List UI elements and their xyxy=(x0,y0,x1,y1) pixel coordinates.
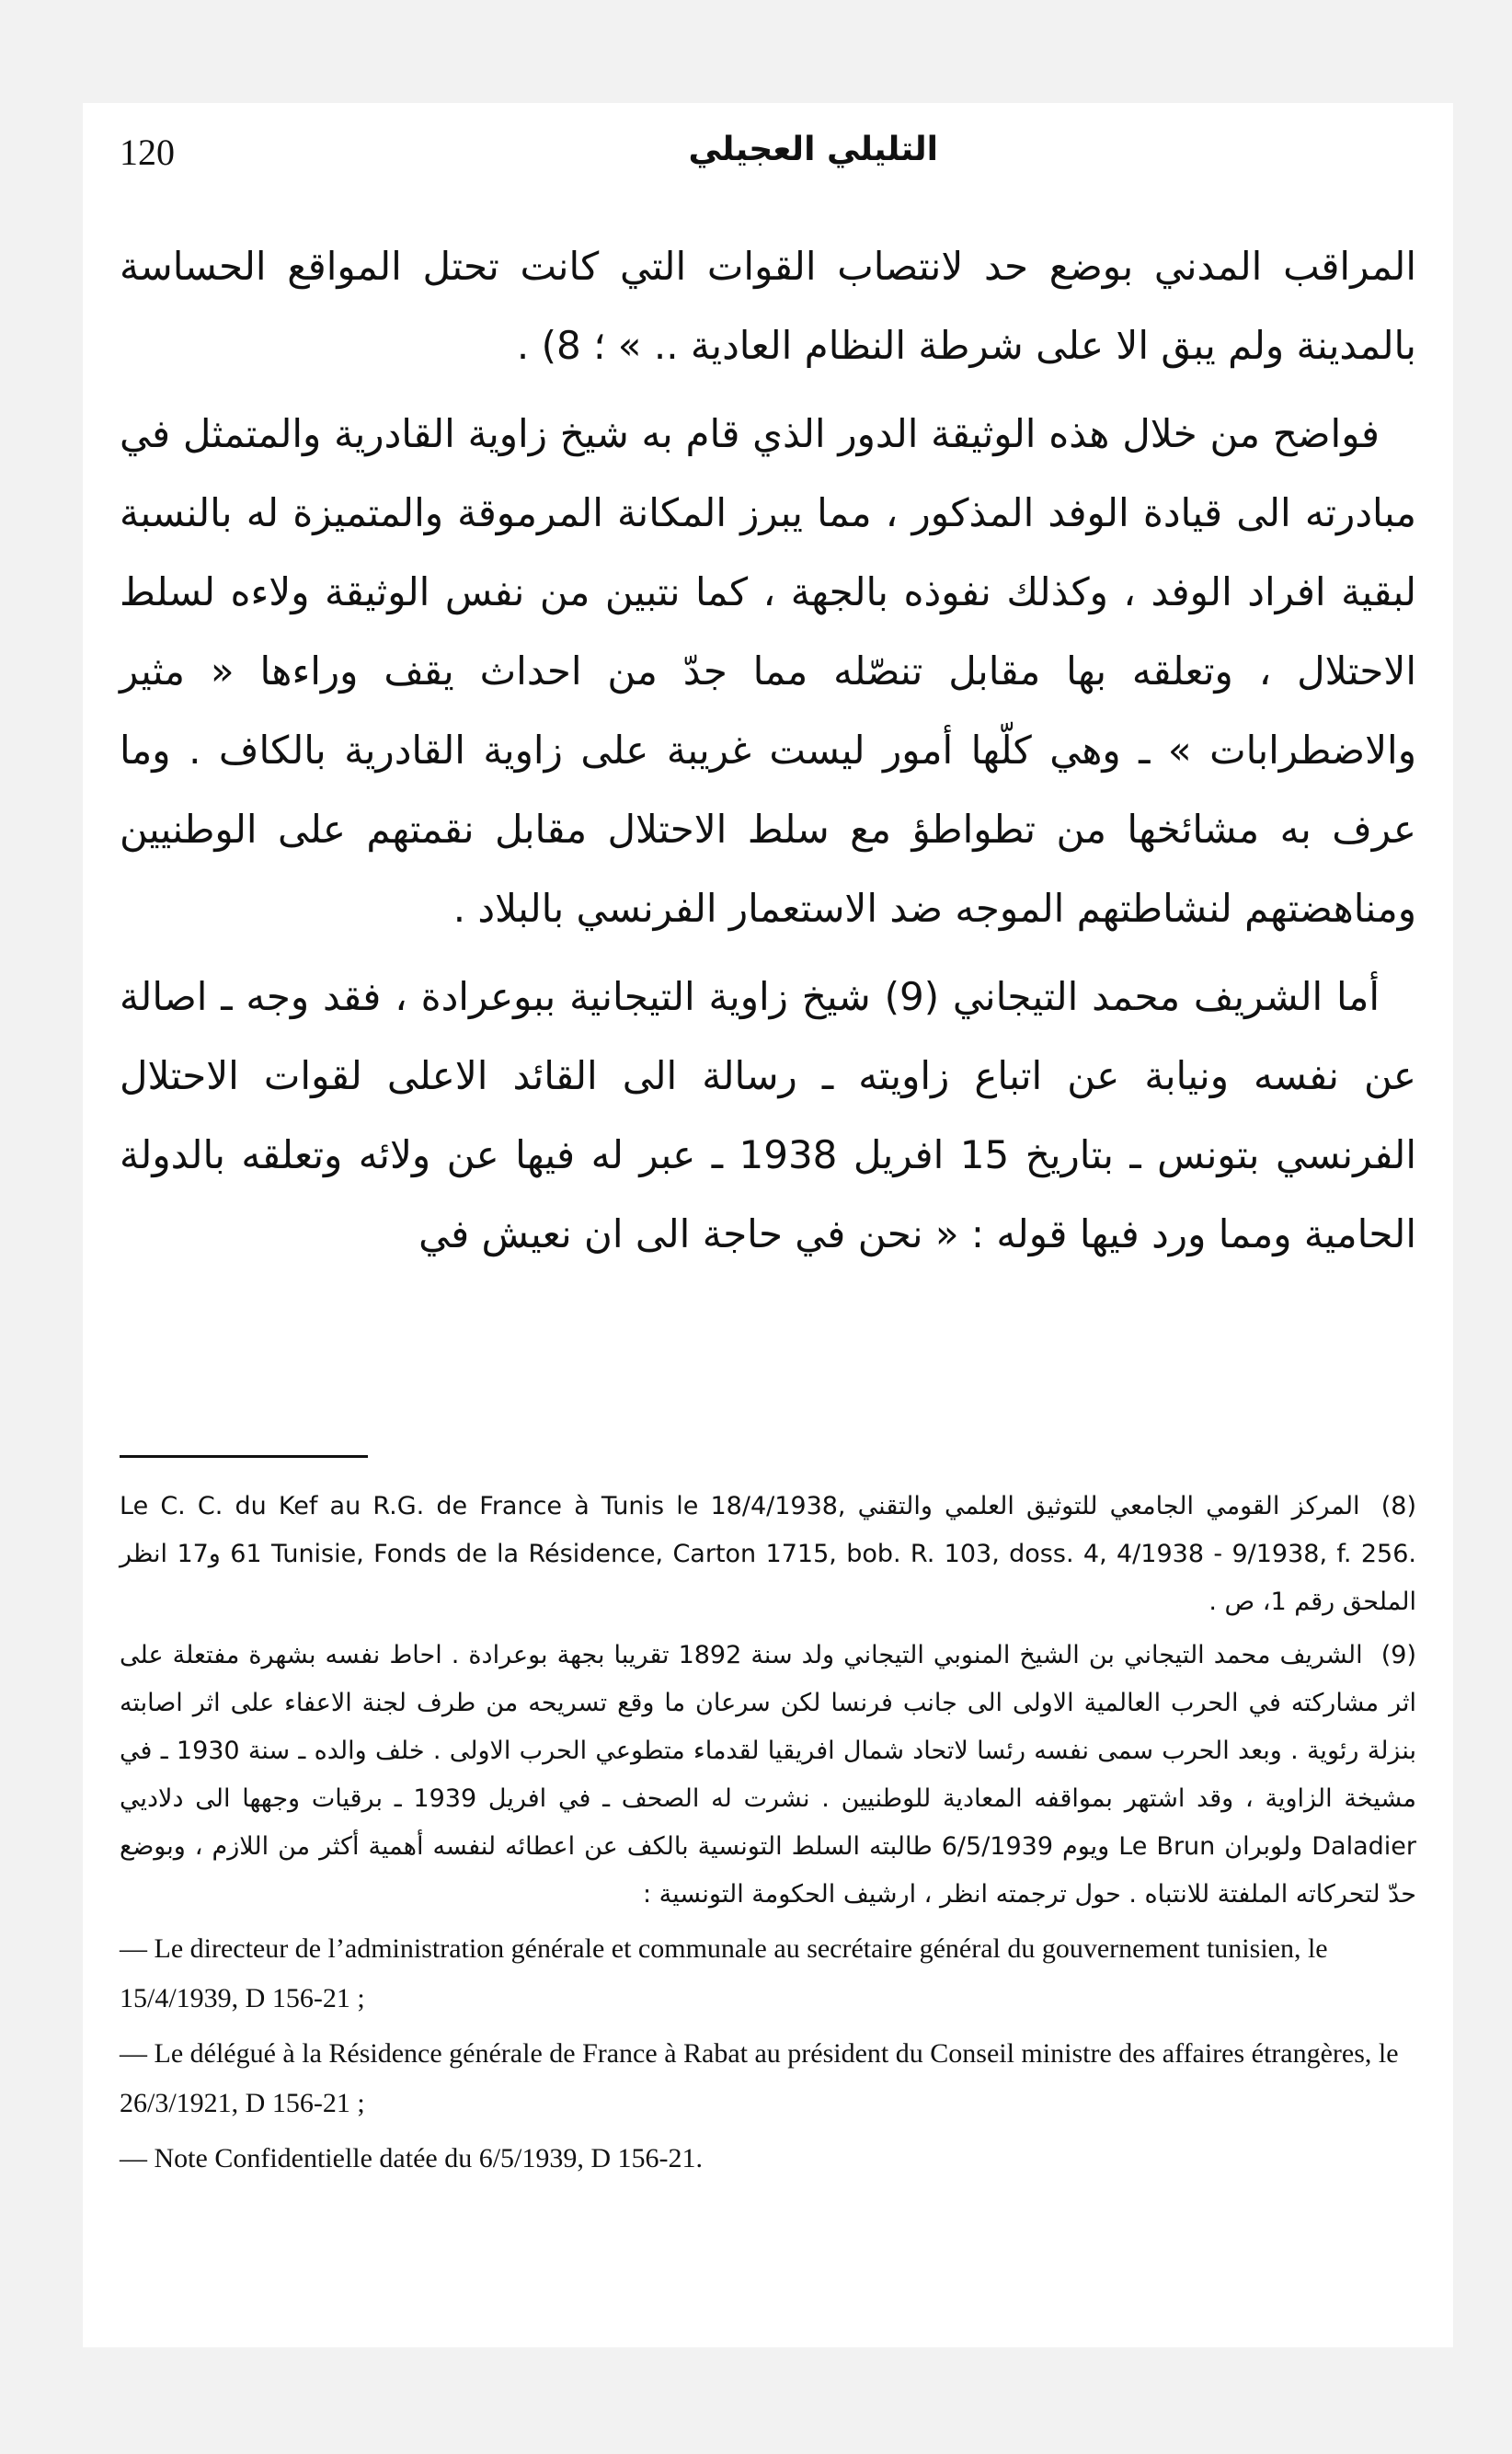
footnote-8 xyxy=(120,1483,1416,1626)
footnote-number: (8) xyxy=(1380,1492,1416,1520)
document-page xyxy=(83,103,1453,2347)
body-paragraph: المراقب المدني بوضع حد لانتصاب القوات التي كانت تحتل المواقع الحساسة بالمدينة ولم يبق الا على شرطة النظام العادية .. » ؛ 8) . xyxy=(120,244,1416,368)
footnote-text: الشريف محمد التيجاني بن الشيخ المنوبي التيجاني ولد سنة 1892 تقريبا بجهة بوعرادة . احاط نفسه بشهرة مفتعلة على اثر مشاركته في الحرب العالمية الاولى الى جانب فرنسا لكن سرعان ما وقع تسريحه من طرف لجنة الاعفاء على اثر اصابته بنزلة رئوية . وبعد الحرب سمى نفسه رئسا لاتحاد شمال افريقيا لقدماء متطوعي الحرب الاولى . خلف والده ـ سنة 1930 ـ في مشيخة الزاوية ، وقد اشتهر بمواقفه المعادية للوطنيين . نشرت له الصحف ـ في افريل 1939 ـ برقيات وجهها الى دلاديي Daladier ولوبران Le Brun ويوم 6/5/1939 طالبته السلط التونسية بالكف عن اعطائه لنفسه أهمية أكثر من اللازم ، وبوضع حدّ لتحركاته الملفتة للانتباه . حول ترجمته انظر ، ارشيف الحكومة التونسية : xyxy=(120,1641,1416,1909)
page-header xyxy=(120,131,1416,186)
footnote-9 xyxy=(120,1632,1416,1919)
footnote-arabic: المركز القومي الجامعي للتوثيق العلمي والتقني xyxy=(857,1492,1360,1520)
archive-reference: — Note Confidentielle datée du 6/5/1939, D 156-21. xyxy=(120,2143,704,2173)
footnote-separator xyxy=(120,1455,368,1458)
page-number: 120 xyxy=(120,132,175,173)
running-title: التليلي العجيلي xyxy=(688,131,938,168)
archive-reference: — Le directeur de l’administration générale et communale au secrétaire général du gouvernement tunisien, le 15/4/1939, D 156-21 ; xyxy=(120,1933,1328,2013)
archive-reference: — Le délégué à la Résidence générale de France à Rabat au président du Conseil ministre des affaires étrangères, le 26/3/1921, D 156-21 ; xyxy=(120,2038,1399,2118)
body-text xyxy=(120,227,1416,1283)
footnote-french: Le C. C. du Kef au R.G. de France à Tunis le 18/4/1938, Tunisie, Fonds de la Résidence, Carton 1715, bob. R. 103, doss. 4, 4/1938 - 9/1938, f. 256. xyxy=(120,1492,1416,1568)
body-paragraph: فواضح من خلال هذه الوثيقة الدور الذي قام به شيخ زاوية القادرية والمتمثل في مبادرته الى قيادة الوفد المذكور ، مما يبرز المكانة المرموقة والمتميزة له بالنسبة لبقية افراد الوفد ، وكذلك نفوذه بالجهة ، كما نتبين من نفس الوثيقة ولاءه لسلط الاحتلال ، وتعلقه بها مقابل تنصّله مما جدّ من احداث يقف وراءها « مثير والاضطرابات » ـ وهي كلّها أمور ليست غريبة على زاوية القادرية بالكاف . وما عرف به مشائخها من تطواطؤ مع سلط الاحتلال مقابل نقمتهم على الوطنيين ومناهضتهم لنشاطتهم الموجه ضد الاستعمار الفرنسي بالبلاد . xyxy=(120,411,1416,931)
body-paragraph: أما الشريف محمد التيجاني (9) شيخ زاوية التيجانية ببوعرادة ، فقد وجه ـ اصالة عن نفسه ونيابة عن اتباع زاويته ـ رسالة الى القائد الاعلى لقوات الاحتلال الفرنسي بتونس ـ بتاريخ 15 افريل 1938 ـ عبر له فيها عن ولائه وتعلقه بالدولة الحامية ومما ورد فيها قوله : « نحن في حاجة الى ان نعيش في xyxy=(120,974,1416,1256)
footnote-number: (9) xyxy=(1380,1641,1416,1669)
footnotes xyxy=(120,1483,1416,2189)
footnote-arabic-end: 61 و17 انظر الملحق رقم 1، ص . xyxy=(120,1540,1416,1616)
